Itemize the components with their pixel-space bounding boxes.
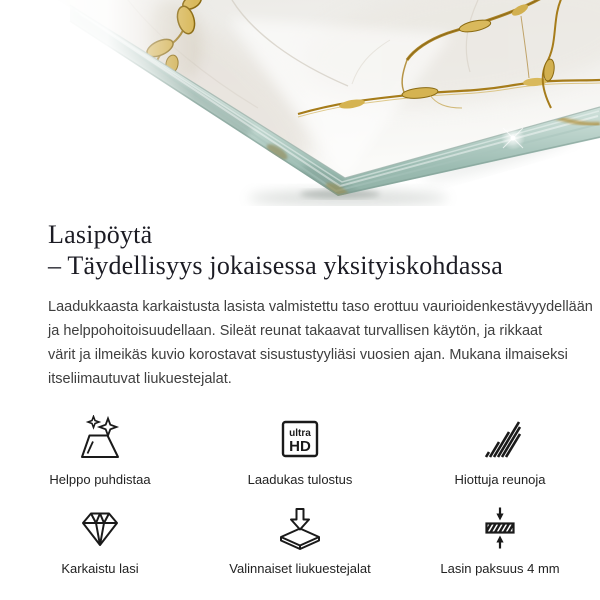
feature-label: Valinnaiset liukuestejalat [229, 561, 371, 577]
feature-print-quality [200, 415, 400, 488]
feature-polished-edges [400, 415, 600, 488]
features-grid [0, 415, 600, 577]
description-line: Laadukkaasta karkaistusta lasista valmistettu taso erottuu vaurioidenkestävyydellään [48, 299, 593, 316]
feature-easy-clean [0, 415, 200, 488]
ultra-hd-badge-bottom: HD [289, 438, 311, 456]
ultra-hd-badge-top: ultra [289, 428, 311, 440]
feature-label: Helppo puhdistaa [49, 472, 151, 488]
description-line: värit ja ilmeikäs kuvio korostavat sisustustyyliäsi vuosien ajan. Mukana ilmaiseksi [48, 347, 568, 364]
product-copy [0, 206, 600, 391]
glass-thickness-icon [476, 504, 524, 552]
description-line: itseliimautuvat liukuestejalat. [48, 371, 232, 388]
page-title [48, 220, 552, 281]
sparkle-clean-icon [76, 415, 124, 463]
feature-label: Hiottuja reunoja [454, 472, 546, 488]
product-description [48, 295, 593, 391]
feature-slip-feet [200, 504, 400, 577]
feature-tempered-glass [0, 504, 200, 577]
ultra-hd-icon [276, 415, 324, 463]
feature-label: Karkaistu lasi [61, 561, 139, 577]
polished-edges-icon [476, 415, 524, 463]
feature-label: Laadukas tulostus [247, 472, 353, 488]
diamond-icon [76, 504, 124, 552]
title-line-2: – Täydellisyys jokaisessa yksityiskohdassa [48, 250, 503, 280]
marble-glass-table-illustration [0, 0, 600, 206]
title-line-1: Lasipöytä [48, 220, 153, 249]
feature-label: Lasin paksuus 4 mm [440, 561, 560, 577]
feature-thickness [400, 504, 600, 577]
description-line: ja helppohoitoisuudellaan. Sileät reunat takaavat turvallisen käytön, ja rikkaat [48, 323, 543, 340]
slip-resistant-feet-icon [276, 504, 324, 552]
hero-image [0, 0, 600, 206]
